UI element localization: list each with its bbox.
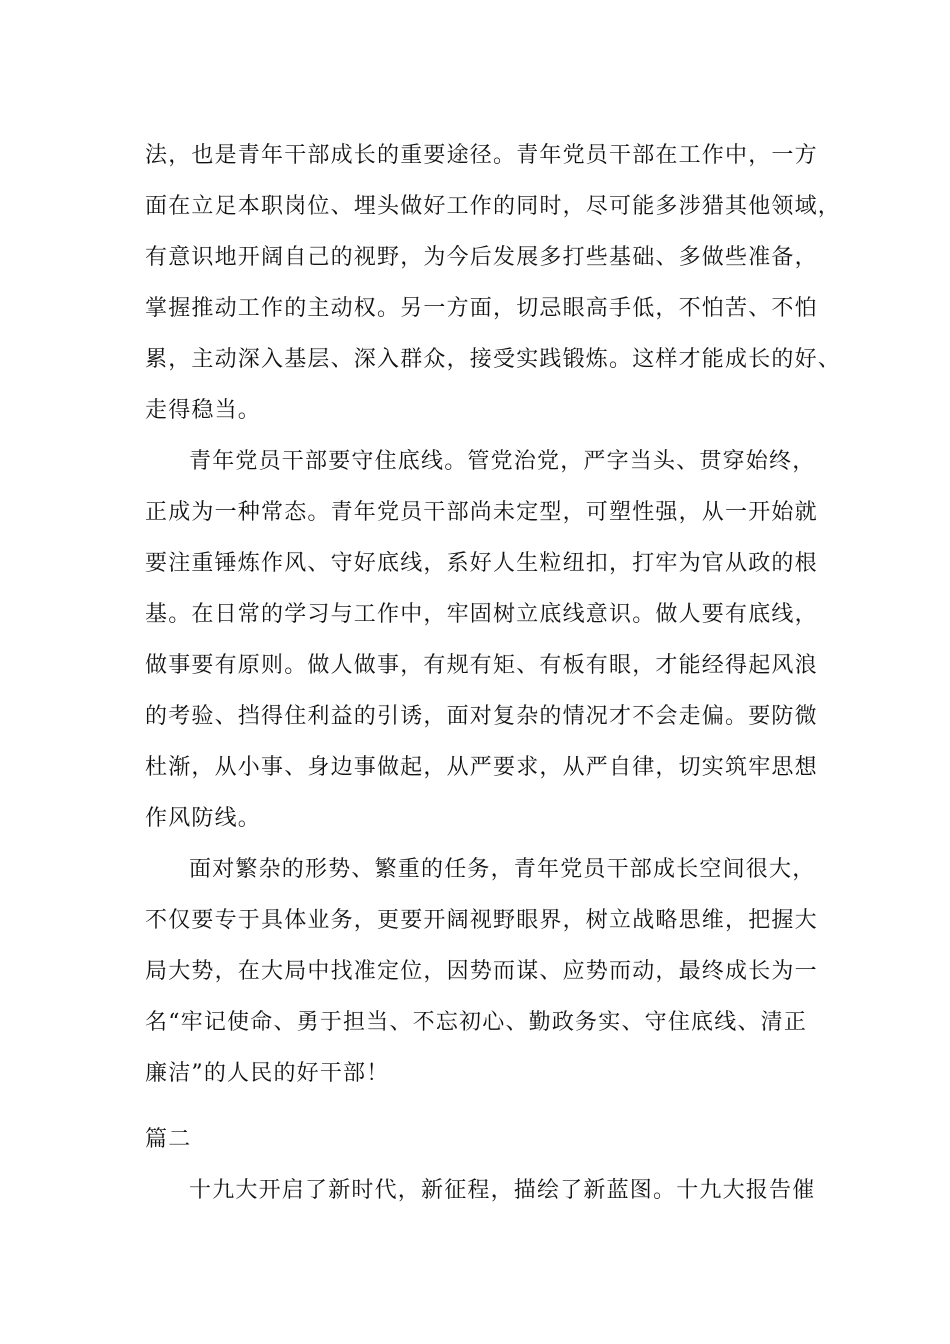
paragraph-2-line-7: 杜渐，从小事、身边事做起，从严要求，从严自律，切实筑牢思想	[145, 755, 818, 780]
section-heading: 篇二	[145, 1127, 192, 1152]
paragraph-2-line-1: 青年党员干部要守住底线。管党治党，严字当头、贯穿始终，	[189, 449, 816, 474]
document-body	[145, 0, 842, 1344]
paragraph-1-line-3: 有意识地开阔自己的视野，为今后发展多打些基础、多做些准备，	[145, 245, 818, 270]
paragraph-3-line-3: 局大势，在大局中找准定位，因势而谋、应势而动，最终成长为一	[145, 959, 818, 984]
paragraph-2-line-2: 正成为一种常态。青年党员干部尚未定型，可塑性强，从一开始就	[145, 500, 818, 525]
paragraph-2-line-3: 要注重锤炼作风、守好底线，系好人生粒纽扣，打牢为官从政的根	[145, 551, 818, 576]
paragraph-1-line-2: 面在立足本职岗位、埋头做好工作的同时，尽可能多涉猎其他领域，	[145, 194, 842, 219]
paragraph-3-line-4: 名“牢记使命、勇于担当、不忘初心、勤政务实、守住底线、清正	[145, 1010, 808, 1035]
paragraph-3-line-1: 面对繁杂的形势、繁重的任务，青年党员干部成长空间很大，	[189, 857, 816, 882]
paragraph-2-line-4: 基。在日常的学习与工作中，牢固树立底线意识。做人要有底线，	[145, 602, 818, 627]
paragraph-1-line-4: 掌握推动工作的主动权。另一方面，切忌眼高手低，不怕苦、不怕	[145, 296, 818, 321]
paragraph-3-line-2: 不仅要专于具体业务，更要开阔视野眼界，树立战略思维，把握大	[145, 908, 818, 933]
paragraph-1-line-6: 走得稳当。	[145, 398, 262, 423]
paragraph-2-line-5: 做事要有原则。做人做事，有规有矩、有板有眼，才能经得起风浪	[145, 653, 818, 678]
paragraph-3-line-5: 廉洁”的人民的好干部！	[145, 1061, 390, 1086]
paragraph-2-line-6: 的考验、挡得住利益的引诱，面对复杂的情况才不会走偏。要防微	[145, 704, 818, 729]
paragraph-1-line-5: 累，主动深入基层、深入群众，接受实践锻炼。这样才能成长的好、	[145, 347, 842, 372]
paragraph-1-line-1: 法，也是青年干部成长的重要途径。青年党员干部在工作中，一方	[145, 143, 818, 168]
paragraph-4-line-1: 十九大开启了新时代，新征程，描绘了新蓝图。十九大报告催	[189, 1178, 816, 1203]
paragraph-2-line-8: 作风防线。	[145, 806, 262, 831]
